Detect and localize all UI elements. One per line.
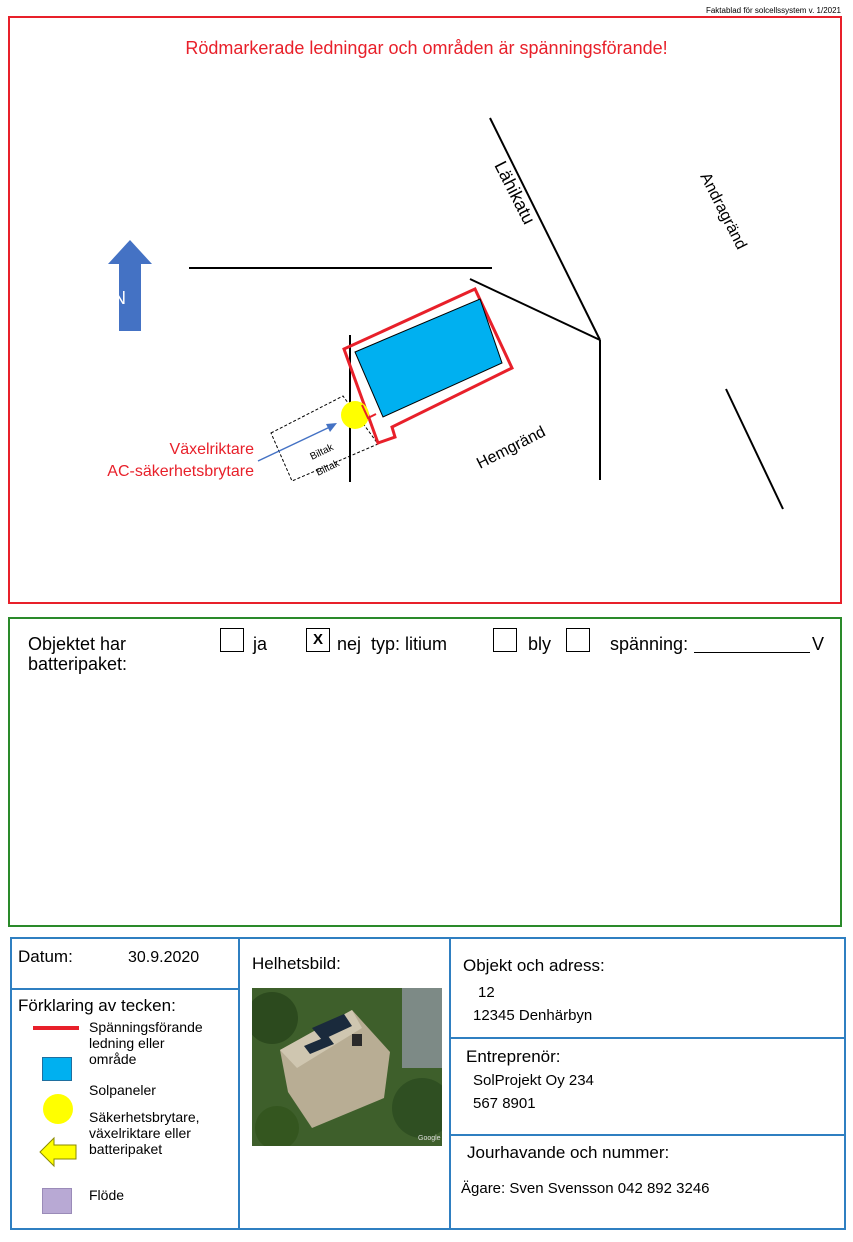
- voltage-field[interactable]: [694, 634, 810, 653]
- battery-lead-checkbox[interactable]: [566, 628, 590, 652]
- divider-left: [238, 937, 240, 1230]
- version-label: Faktablad för solcellssystem v. 1/2021: [705, 6, 841, 15]
- battery-yes-checkbox[interactable]: [220, 628, 244, 652]
- overview-label: Helhetsbild:: [252, 954, 341, 973]
- divider-contractor: [449, 1134, 846, 1136]
- battery-lithium-checkbox[interactable]: [493, 628, 517, 652]
- street-lahikatu: Lähikatu: [490, 157, 540, 228]
- legend-live-line-icon: [33, 1026, 79, 1030]
- divider-object: [449, 1037, 846, 1039]
- legend-panels-text: Solpaneler: [89, 1082, 156, 1098]
- north-label: N: [113, 288, 126, 308]
- battery-question: [28, 634, 127, 674]
- contractor-label: Entreprenör:: [466, 1047, 561, 1066]
- contractor-line2: 567 8901: [473, 1095, 536, 1112]
- date-label: Datum:: [18, 947, 73, 966]
- legend-switch-line1: Säkerhetsbrytare,: [89, 1109, 200, 1125]
- legend-live-line1: Spänningsförande: [89, 1019, 203, 1035]
- battery-no-label: nej: [337, 634, 362, 654]
- divider-right: [449, 937, 451, 1230]
- street-hemgrand: Hemgränd: [474, 423, 549, 473]
- legend-flow-arrow-icon: [38, 1136, 78, 1168]
- duty-label: Jourhavande och nummer:: [467, 1143, 670, 1162]
- voltage-warning: Rödmarkerade ledningar och områden är spänningsförande!: [185, 38, 668, 58]
- battery-question-line2: batteripaket:: [28, 654, 128, 674]
- address-line2: 12345 Denhärbyn: [473, 1007, 593, 1024]
- legend-panel-icon: [42, 1057, 72, 1081]
- legend-title: Förklaring av tecken:: [18, 996, 176, 1015]
- legend-switch-line3: batteripaket: [89, 1141, 163, 1157]
- date-value: 30.9.2020: [128, 949, 200, 966]
- road-lahikatu: [490, 118, 600, 340]
- legend-switch-icon: [43, 1094, 73, 1124]
- address-line1: 12: [478, 984, 495, 1001]
- north-arrow-icon: [108, 240, 152, 331]
- legend-flow-area-icon: [42, 1188, 72, 1214]
- callout-ac-switch: AC-säkerhetsbrytare: [107, 463, 254, 480]
- legend-flow-text: Flöde: [89, 1187, 125, 1203]
- legend-live-line3: område: [89, 1051, 137, 1067]
- legend-switch-line2: växelriktare eller: [89, 1125, 191, 1141]
- battery-section: [8, 617, 842, 927]
- inverter-switch-icon: [341, 401, 369, 429]
- contractor-line1: SolProjekt Oy 234: [473, 1072, 594, 1089]
- aerial-photo-image: [252, 988, 442, 1146]
- divider-date: [10, 988, 240, 990]
- voltage-unit: V: [812, 634, 825, 654]
- legend-live-line2: ledning eller: [89, 1035, 165, 1051]
- carport-label-2: Biltak: [314, 458, 342, 479]
- callout-inverter: Växelriktare: [169, 441, 254, 458]
- voltage-label: spänning:: [610, 634, 689, 654]
- solar-panel-area: [355, 299, 502, 417]
- battery-question-line1: Objektet har: [28, 634, 127, 654]
- aerial-watermark: Google: [418, 1135, 441, 1142]
- road-andragrand: [726, 389, 783, 509]
- owner-line: Ägare: Sven Svensson 042 892 3246: [461, 1180, 710, 1197]
- object-label: Objekt och adress:: [463, 956, 605, 975]
- carport-label-1: Biltak: [308, 442, 336, 463]
- battery-yes-label: ja: [253, 634, 268, 654]
- battery-lead-label: bly: [528, 634, 552, 654]
- legend-live-text: [89, 1019, 203, 1067]
- site-map: [0, 0, 853, 620]
- battery-type-lithium-label: typ: litium: [371, 634, 448, 654]
- street-andragrand: Andragränd: [696, 170, 750, 253]
- battery-no-checkbox[interactable]: X: [306, 628, 330, 652]
- aerial-photo: [252, 988, 442, 1146]
- legend-switch-text: [89, 1109, 200, 1157]
